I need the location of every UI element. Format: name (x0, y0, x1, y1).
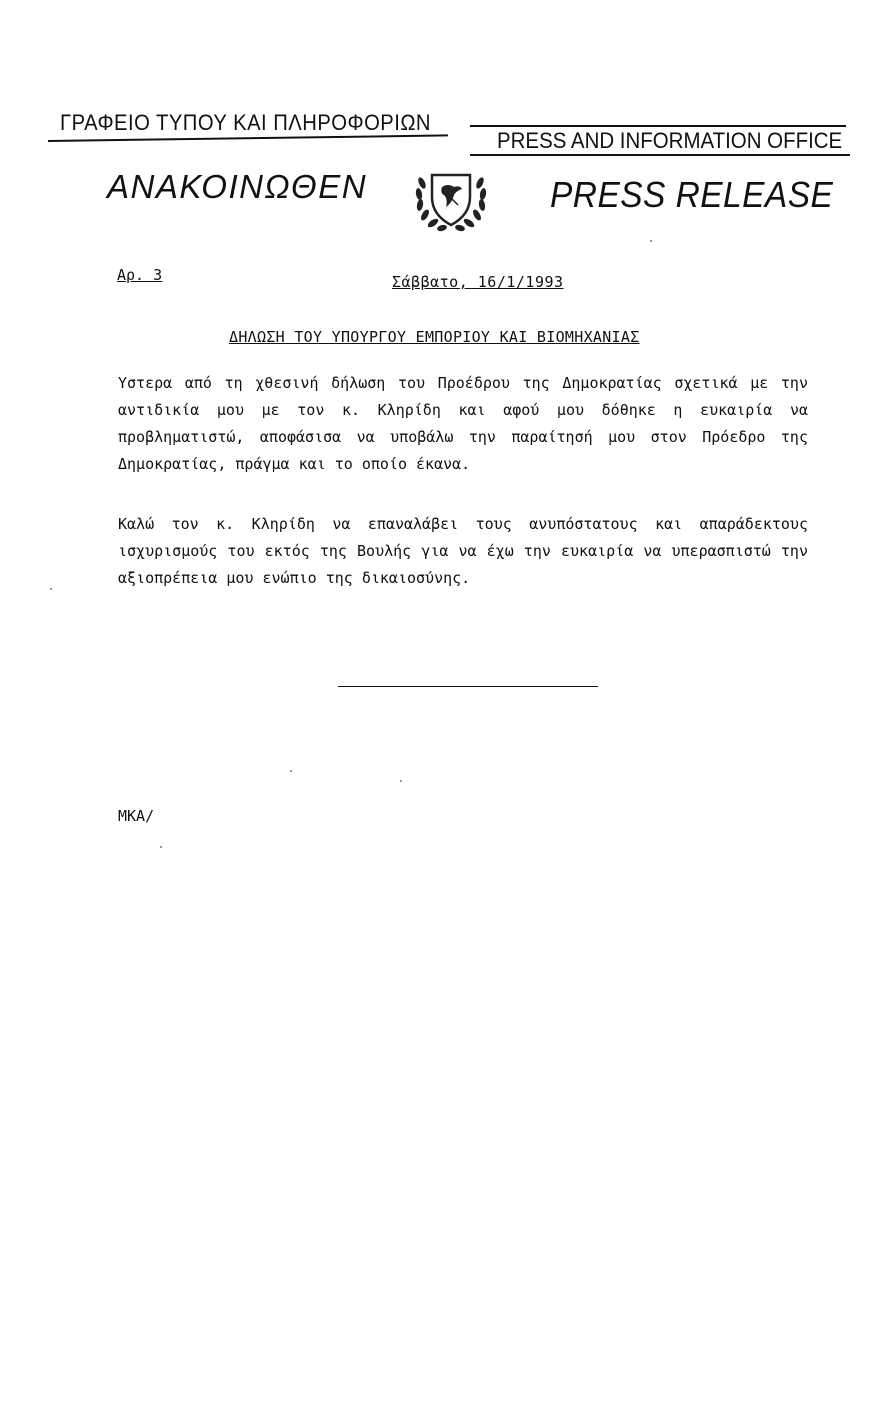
office-name-greek: ΓΡΑΦΕΙΟ ΤΥΠΟΥ ΚΑΙ ΠΛΗΡΟΦΟΡΙΩΝ (60, 110, 432, 135)
end-of-text-rule (338, 686, 598, 687)
scan-speck (290, 770, 292, 772)
body-paragraph-1: Υστερα από τη χθεσινή δήλωση του Προέδρου της Δημοκρατίας σχετικά με την αντιδικία μου με τον κ. Κληρίδη και αφού μου δόθηκε η ευκαιρία να προβληματιστώ, αποφάσισα να υποβάλω την παραίτησή μου στον Πρόεδρο της Δημοκρατίας, πράγμα και το οποίο έκανα. (118, 374, 808, 473)
release-label-english: PRESS RELEASE (550, 174, 834, 215)
scan-speck (650, 240, 652, 242)
document-number: Αρ. 3 (117, 266, 163, 284)
release-label-greek: ΑΝΑΚΟΙΝΩΘΕΝ (107, 168, 368, 205)
letterhead-rule-right-top (470, 125, 846, 127)
typist-initials: ΜΚΑ/ (118, 807, 155, 825)
scan-speck (400, 780, 402, 782)
scan-speck (50, 588, 52, 590)
document-date: Σάββατο, 16/1/1993 (392, 273, 564, 291)
cyprus-coat-of-arms-icon (408, 163, 494, 237)
document-title: ΔΗΛΩΣΗ ΤΟΥ ΥΠΟΥΡΓΟΥ ΕΜΠΟΡΙΟΥ ΚΑΙ ΒΙΟΜΗΧΑΝΙΑΣ (229, 328, 640, 346)
scan-speck (160, 846, 162, 848)
office-name-english: PRESS AND INFORMATION OFFICE (497, 128, 843, 153)
body-paragraph-2: Καλώ τον κ. Κληρίδη να επαναλάβει τους ανυπόστατους και απαράδεκτους ισχυρισμούς του εκτός της Βουλής για να έχω την ευκαιρία να υπερασπιστώ την αξιοπρέπεια μου ενώπιο της δικαιοσύνης. (118, 515, 808, 587)
letterhead-rule-right-bottom (470, 154, 850, 156)
